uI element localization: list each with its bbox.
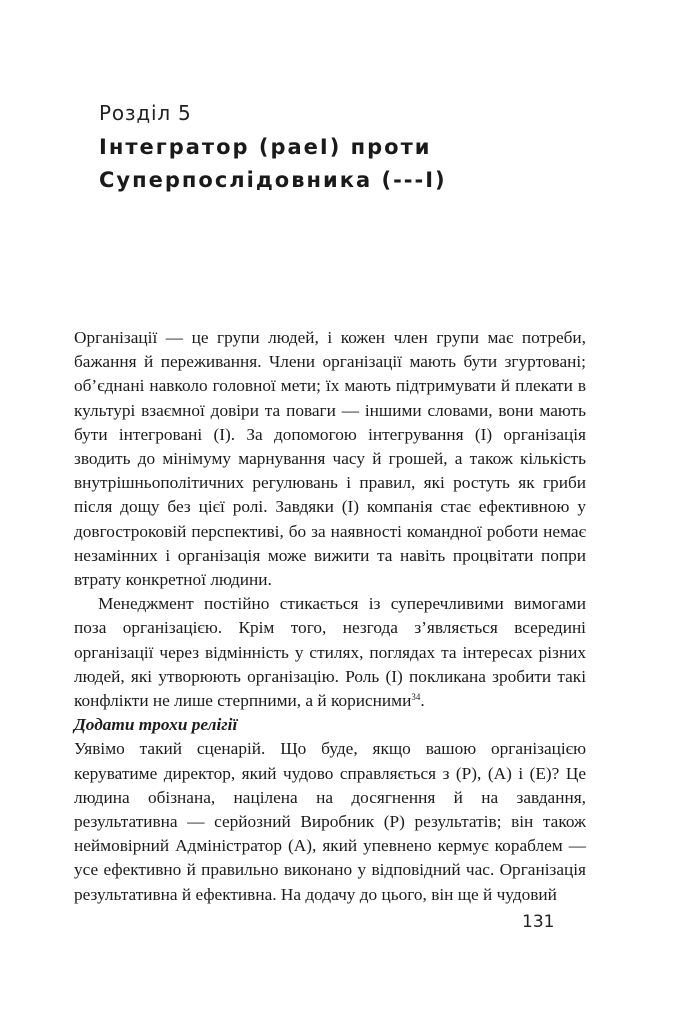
paragraph-3: Уявімо такий сценарій. Що буде, якщо вашою організацією керуватиме директор, який чудово справляється з (P), (A) і (E)? Це людина обізнана, націлена на досягнення й на завдання, результативна — серйозний Виробник (P) результатів; він також неймовірний Адміністратор (A), який упевнено кермує кораблем — усе ефективно й правильно виконано у відповідний час. Організація результативна й ефективна. На додачу до цього, він ще й чудовий: [74, 739, 586, 904]
paragraph-1: Організації — це групи людей, і кожен член групи має потреби, бажання й переживання. Члени організації мають бути згуртовані; об’єднані навколо головної мети; їх мають підтримувати й плекати в культурі взаємної довіри та поваги — іншими словами, вони мають бути інтегровані (I). За допомогою інтегрування (I) організація зводить до мінімуму марнування часу й грошей, а також кількість внутрішньополітичних регулювань і правил, які ростуть як гриби після дощу без цієї ролі. Завдяки (I) компанія стає ефективною у довгостроковій перспективі, бо за наявності командної роботи немає незамінних і організація може вижити та навіть процвітати попри втрату конкретної людини.: [74, 328, 586, 590]
paragraph-2: [74, 592, 586, 713]
paragraph-2-text: Менеджмент постійно стикається із суперечливими вимогами поза організацією. Крім того, незгода з’являється всередині організації через відмінність у стилях, поглядах та інтересах різних людей, які утворюють організацію. Роль (I) покликана зробити такі конфлікти не лише стерпними, а й корисними: [74, 594, 586, 711]
chapter-title-line-2: Суперпослідовника (---I): [99, 168, 447, 192]
chapter-title-line-1: Інтегратор (paeI) проти: [99, 135, 432, 159]
footnote-marker: 34: [411, 692, 421, 703]
chapter-title: [99, 131, 619, 197]
section-heading: Додати трохи релігії: [74, 715, 238, 735]
page-number: 131: [522, 912, 555, 932]
paragraph-2-end: .: [420, 691, 425, 711]
chapter-label: Розділ 5: [99, 101, 192, 125]
body-text: [74, 326, 586, 907]
